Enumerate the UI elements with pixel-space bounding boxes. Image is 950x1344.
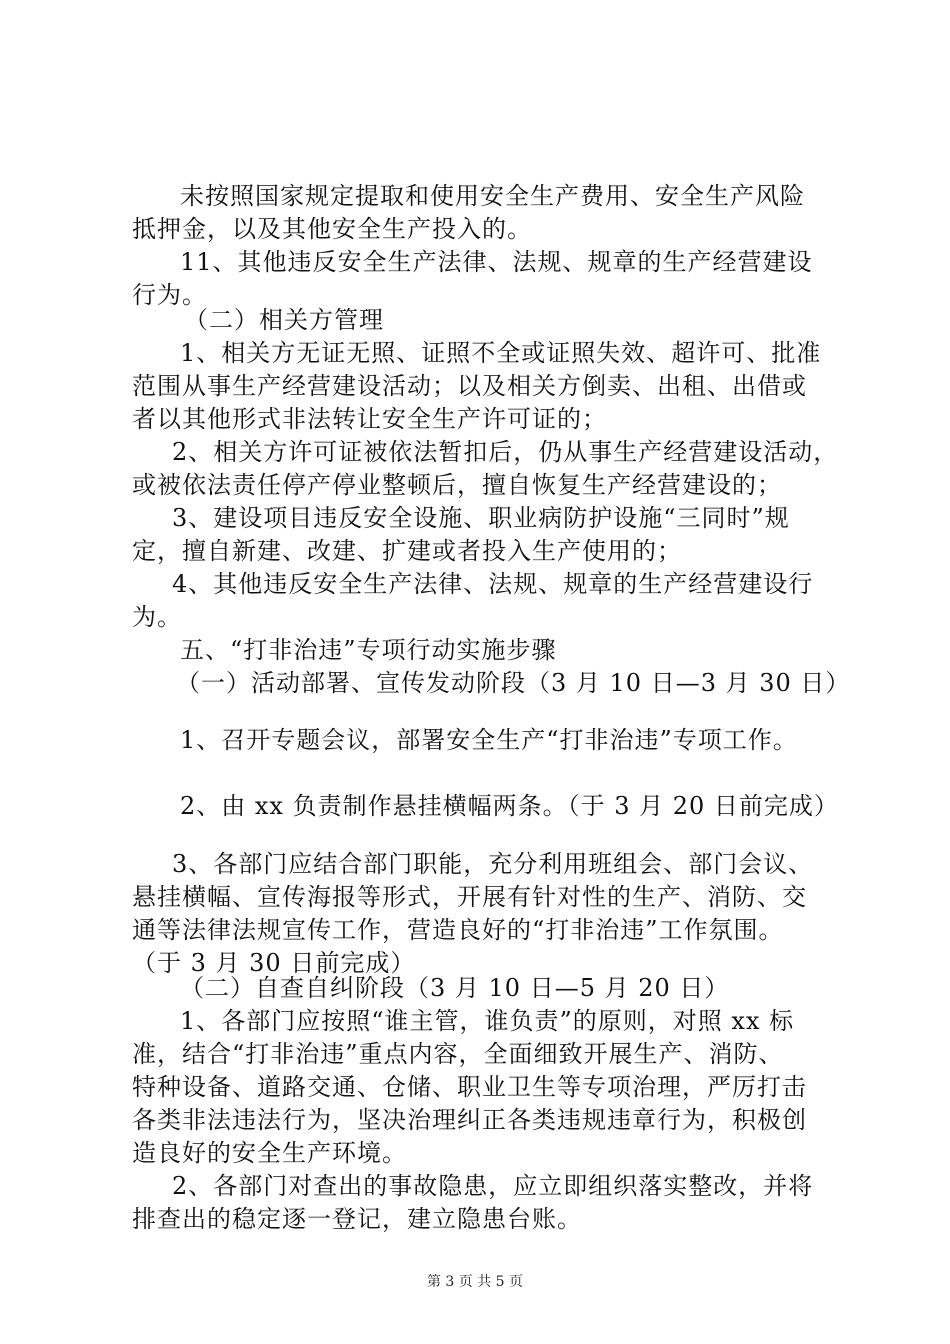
section-heading: 五、“打非治违”专项行动实施步骤 [180,636,557,664]
text-line: 1、召开专题会议，部署安全生产“打非治违”专项工作。 [180,726,798,754]
section-heading: （一）活动部署、宣传发动阶段（3 月 10 日—3 月 30 日） [176,669,851,697]
text-line: 1、各部门应按照“谁主管，谁负责”的原则，对照 xx 标 [180,1007,795,1035]
text-line: 2、各部门对查出的事故隐患，应立即组织落实整改，并将 [172,1172,814,1200]
page-number: 第 3 页 共 5 页 [426,1274,524,1290]
text-line: 范围从事生产经营建设活动；以及相关方倒卖、出租、出借或 [132,372,807,400]
text-line: 悬挂横幅、宣传海报等形式，开展有针对性的生产、消防、交 [132,883,807,911]
text-line: 者以其他形式非法转让安全生产许可证的； [132,405,607,433]
section-heading: （二）相关方管理 [184,306,384,334]
text-line: 造良好的安全生产环境。 [132,1139,407,1167]
text-line: （于 3 月 30 日前完成） [132,949,416,977]
text-line: 未按照国家规定提取和使用安全生产费用、安全生产风险 [180,182,805,210]
text-line: 4、其他违反安全生产法律、法规、规章的生产经营建设行 [172,570,814,598]
text-line: 排查出的稳定逐一登记，建立隐患台账。 [132,1205,582,1233]
text-line: 特种设备、道路交通、仓储、职业卫生等专项治理，严厉打击 [132,1073,807,1101]
text-line: 各类非法违法行为，坚决治理纠正各类违规违章行为，积极创 [132,1106,807,1134]
text-line: 定，擅自新建、改建、扩建或者投入生产使用的； [132,537,682,565]
text-line: 为。 [132,603,182,631]
text-line: 1、相关方无证无照、证照不全或证照失效、超许可、批准 [180,339,822,367]
text-line: 11、其他违反安全生产法律、法规、规章的生产经营建设 [180,248,813,276]
text-line: 准，结合“打非治违”重点内容，全面细致开展生产、消防、 [132,1040,784,1068]
text-line: 或被依法责任停产停业整顿后，擅自恢复生产经营建设的； [132,471,782,499]
text-line: 3、建设项目违反安全设施、职业病防护设施“三同时”规 [172,504,790,532]
text-line: 2、相关方许可证被依法暂扣后，仍从事生产经营建设活动， [172,438,839,466]
text-line: 2、由 xx 负责制作悬挂横幅两条。（于 3 月 20 日前完成） [180,792,839,820]
text-line: 行为。 [132,281,207,309]
section-heading: （二）自查自纠阶段（3 月 10 日—5 月 20 日） [180,974,730,1002]
text-line: 抵押金，以及其他安全生产投入的。 [132,215,532,243]
text-line: 通等法律法规宣传工作，营造良好的“打非治违”工作氛围。 [132,916,784,944]
text-line: 3、各部门应结合部门职能，充分利用班组会、部门会议、 [172,850,814,878]
